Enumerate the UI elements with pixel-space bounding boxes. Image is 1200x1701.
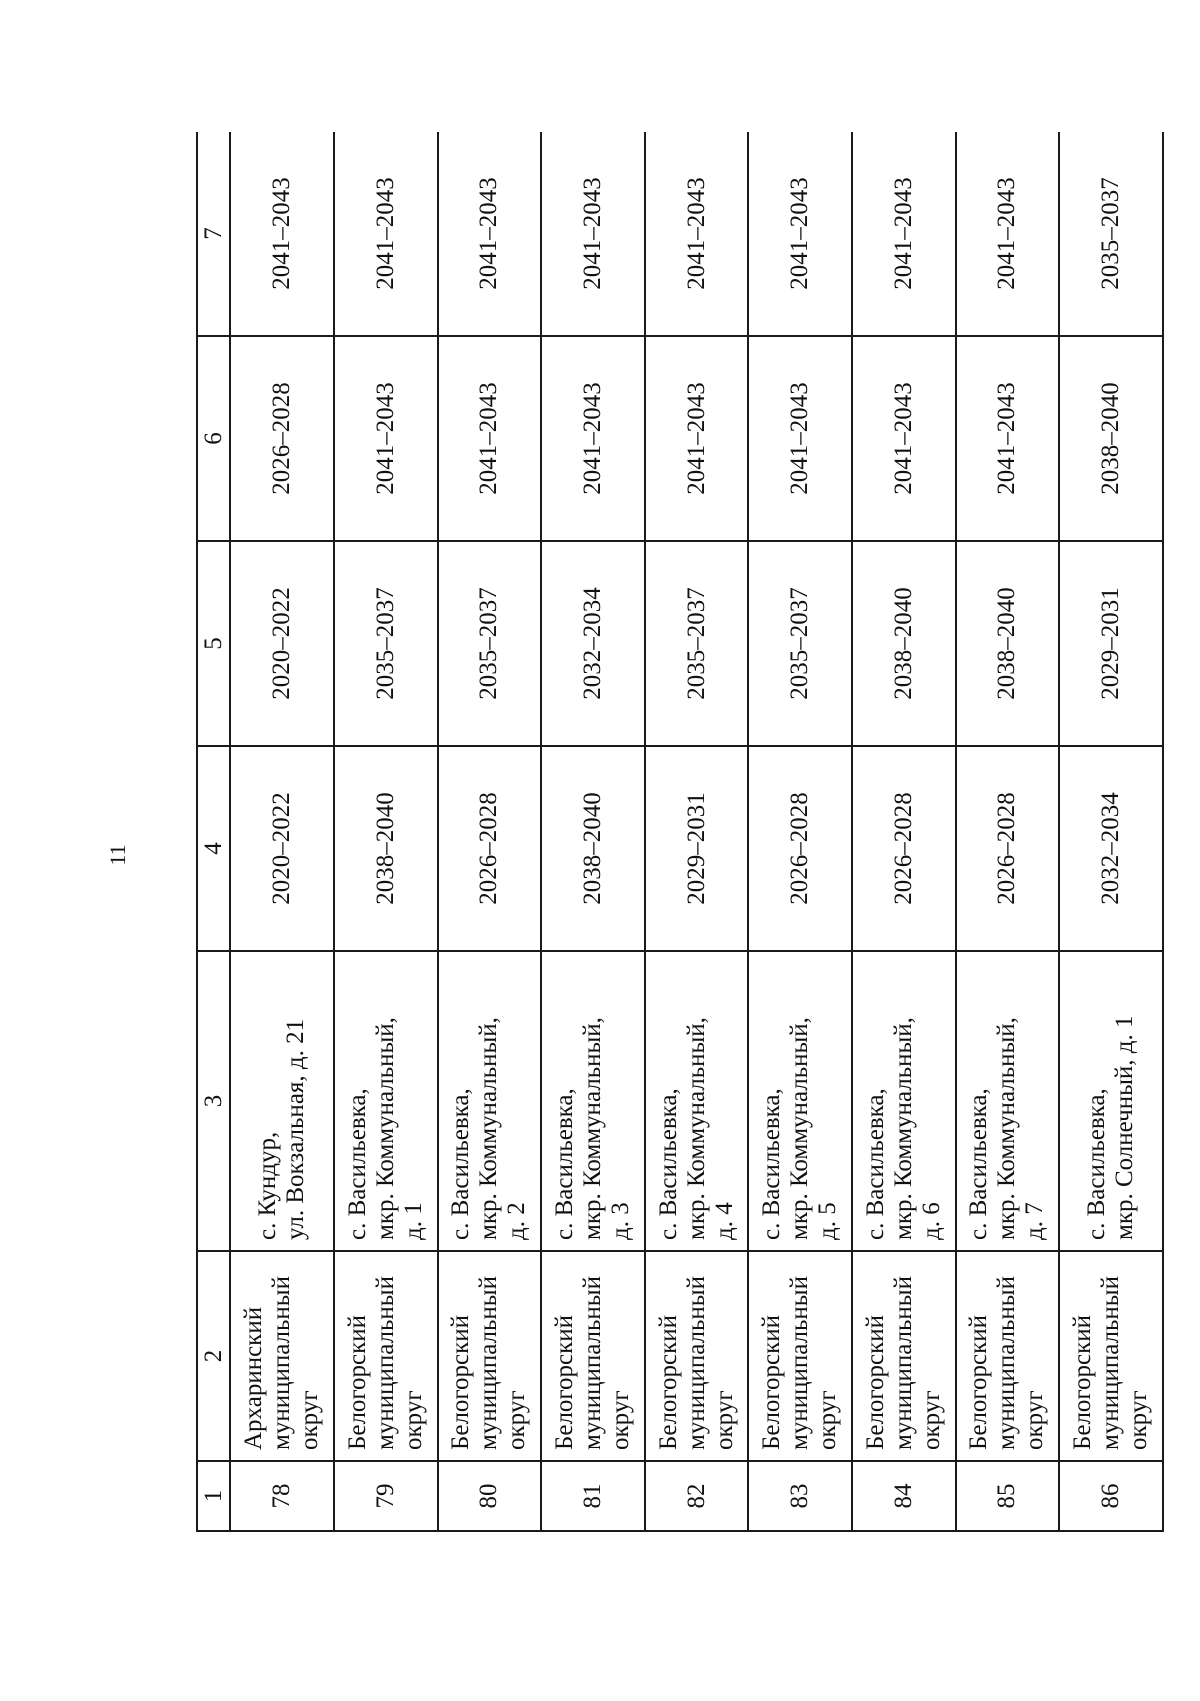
address: с. Кундур, ул. Вокзальная, д. 21 [230,951,334,1251]
period-col-4: 2026–2028 [956,746,1060,951]
address: с. Васильевка, мкр. Коммунальный, д. 2 [438,951,542,1251]
municipal-district: Белогорский муниципальный округ [334,1251,438,1461]
address: с. Васильевка, мкр. Коммунальный, д. 5 [748,951,852,1251]
period-col-6: 2041–2043 [748,336,852,541]
table-row [956,132,1060,1531]
period-col-4: 2038–2040 [334,746,438,951]
period-col-5: 2038–2040 [852,541,956,746]
address: с. Васильевка, мкр. Коммунальный, д. 4 [645,951,749,1251]
municipal-district: Белогорский муниципальный округ [645,1251,749,1461]
period-col-6: 2038–2040 [1059,336,1163,541]
period-col-6: 2041–2043 [645,336,749,541]
column-number-row [197,132,230,1531]
row-number: 78 [230,1461,334,1531]
address: с. Васильевка, мкр. Коммунальный, д. 7 [956,951,1060,1251]
period-col-4: 2026–2028 [852,746,956,951]
period-col-4: 2038–2040 [541,746,645,951]
period-col-6: 2026–2028 [230,336,334,541]
period-col-6: 2041–2043 [334,336,438,541]
column-header-2: 2 [197,1251,230,1461]
table-body [197,132,1163,1531]
address: с. Васильевка, мкр. Коммунальный, д. 3 [541,951,645,1251]
table-row [1059,132,1163,1531]
period-col-5: 2035–2037 [334,541,438,746]
period-col-5: 2029–2031 [1059,541,1163,746]
column-header-3: 3 [197,951,230,1251]
period-col-5: 2032–2034 [541,541,645,746]
table-row [541,132,645,1531]
period-col-7: 2041–2043 [541,132,645,336]
column-header-1: 1 [197,1461,230,1531]
period-col-6: 2041–2043 [438,336,542,541]
row-number: 86 [1059,1461,1163,1531]
schedule-table-wrapper [196,132,1164,1532]
rotated-table-container [196,132,1164,1532]
column-header-6: 6 [197,336,230,541]
period-col-7: 2041–2043 [230,132,334,336]
table-row [645,132,749,1531]
municipal-district: Белогорский муниципальный округ [748,1251,852,1461]
table-row [438,132,542,1531]
address: с. Васильевка, мкр. Коммунальный, д. 6 [852,951,956,1251]
row-number: 85 [956,1461,1060,1531]
period-col-4: 2026–2028 [748,746,852,951]
municipal-district: Белогорский муниципальный округ [438,1251,542,1461]
period-col-4: 2026–2028 [438,746,542,951]
row-number: 83 [748,1461,852,1531]
address: с. Васильевка, мкр. Коммунальный, д. 1 [334,951,438,1251]
period-col-7: 2041–2043 [956,132,1060,336]
table-row [748,132,852,1531]
period-col-4: 2032–2034 [1059,746,1163,951]
period-col-5: 2035–2037 [645,541,749,746]
column-header-4: 4 [197,746,230,951]
period-col-4: 2029–2031 [645,746,749,951]
period-col-7: 2041–2043 [645,132,749,336]
row-number: 80 [438,1461,542,1531]
row-number: 84 [852,1461,956,1531]
column-header-7: 7 [197,132,230,336]
address: с. Васильевка, мкр. Солнечный, д. 1 [1059,951,1163,1251]
column-header-5: 5 [197,541,230,746]
period-col-6: 2041–2043 [956,336,1060,541]
period-col-7: 2035–2037 [1059,132,1163,336]
period-col-5: 2035–2037 [438,541,542,746]
table-row [334,132,438,1531]
row-number: 79 [334,1461,438,1531]
table-row [230,132,334,1531]
municipal-district: Белогорский муниципальный округ [852,1251,956,1461]
table-row [852,132,956,1531]
period-col-7: 2041–2043 [438,132,542,336]
period-col-5: 2035–2037 [748,541,852,746]
municipal-district: Белогорский муниципальный округ [956,1251,1060,1461]
period-col-7: 2041–2043 [748,132,852,336]
period-col-7: 2041–2043 [334,132,438,336]
period-col-7: 2041–2043 [852,132,956,336]
row-number: 81 [541,1461,645,1531]
municipal-district: Белогорский муниципальный округ [541,1251,645,1461]
row-number: 82 [645,1461,749,1531]
schedule-table [196,132,1164,1532]
period-col-5: 2020–2022 [230,541,334,746]
municipal-district: Архаринский муниципальный округ [230,1251,334,1461]
page-number: 11 [105,844,130,866]
period-col-6: 2041–2043 [541,336,645,541]
municipal-district: Белогорский муниципальный округ [1059,1251,1163,1461]
period-col-5: 2038–2040 [956,541,1060,746]
period-col-4: 2020–2022 [230,746,334,951]
period-col-6: 2041–2043 [852,336,956,541]
